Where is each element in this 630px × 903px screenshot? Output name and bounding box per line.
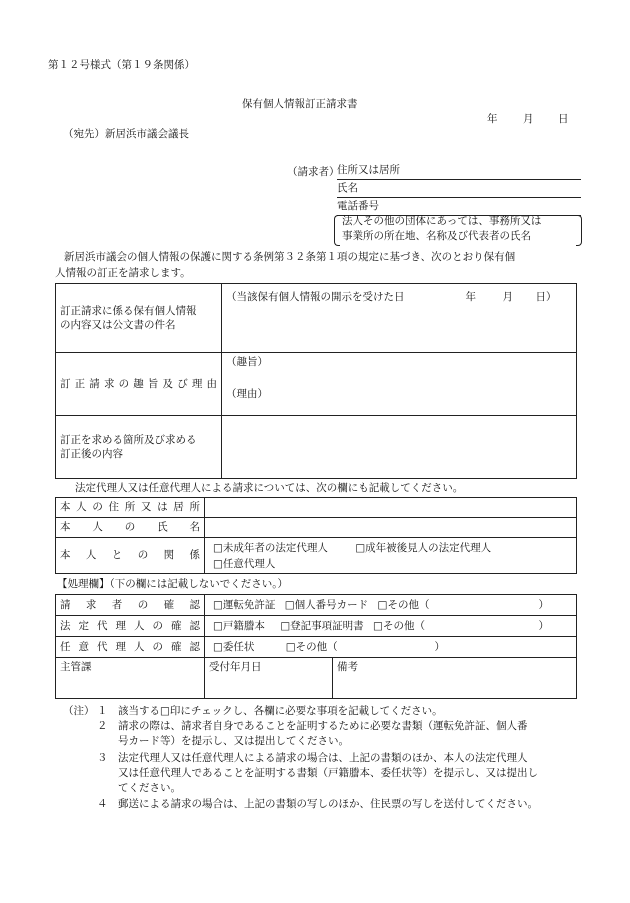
dept-cell [56,658,205,699]
principal-name-label [56,518,205,538]
legal-check-label [56,616,205,637]
addressee: （宛先）新居浜市議会議長 [63,128,189,140]
disclosure-date-label: （当該保有個人情報の開示を受けた日 [226,291,405,303]
note-1: 該当する□印にチェックし、各欄に必要な事項を記載してください。 [118,705,443,717]
requester-check-options [205,595,577,616]
legal-other-checkbox[interactable]: □その他（ [373,619,425,632]
relation-minor-checkbox[interactable]: □未成年者の法定代理人 [213,541,328,554]
remarks-cell [333,658,577,699]
purpose-reason-label-text: 訂正請求の趣旨及び理由 [60,377,217,390]
drivers-license-checkbox[interactable]: □運転免許証 [213,598,276,611]
date-day[interactable]: 日 [558,113,569,125]
reason-label: （理由） [226,388,268,401]
note-4: 郵送による請求の場合は、上記の書類の写しのほか、住民票の写しを送付してください。 [118,798,538,810]
disclosure-month: 月 [502,290,513,303]
received-cell [205,658,333,699]
note-1-num: １ [97,705,108,717]
requester-name-label: 氏名 [337,182,358,194]
intro-line1: 新居浜市議会の個人情報の保護に関する条例第３２条第１項の規定に基づき、次のとおり保有個 [64,251,516,263]
requester-other-checkbox[interactable]: □その他（ [377,598,430,611]
table-row [56,658,577,699]
table-row [56,637,577,658]
main-table [55,283,577,479]
agent-note: 法定代理人又は任意代理人による請求については、次の欄にも記載してください。 [75,482,464,494]
subject-label-line2: の内容又は公文書の件名 [60,319,176,331]
my-number-card-checkbox[interactable]: □個人番号カード [284,598,369,611]
voluntary-other-close: ） [434,640,445,653]
voluntary-check-label-text: 任意代理人の確認 [60,640,200,653]
table-row [56,353,577,416]
table-row [56,595,577,616]
table-row [56,416,577,479]
table-row [56,538,577,574]
principal-address-label-text: 本人の住所又は居所 [60,501,200,514]
registry-certificate-checkbox[interactable]: □登記事項証明書 [280,619,364,632]
received-label: 受付年月日 [209,661,262,673]
correction-label-line2: 訂正後の内容 [60,448,123,460]
legal-check-options [205,616,577,637]
date-month[interactable]: 月 [523,113,534,125]
corp-note-line2: 事業所の所在地、名称及び代表者の氏名 [342,230,531,242]
requester-address-field[interactable] [337,163,581,180]
requester-check-label [56,595,205,616]
principal-address-label [56,498,205,518]
notes-prefix: （注） [63,705,95,717]
page-title: 保有個人情報訂正請求書 [242,98,358,110]
subject-field[interactable] [222,284,577,353]
corp-note-bracket [334,214,582,246]
form-number: 第１２号様式（第１９条関係） [48,59,195,71]
table-row [56,518,577,538]
relation-voluntary-checkbox[interactable]: □任意代理人 [213,557,276,570]
power-of-attorney-checkbox[interactable]: □委任状 [213,640,255,653]
subject-label [56,284,222,353]
relation-ward-checkbox[interactable]: □成年被後見人の法定代理人 [355,541,492,554]
dept-label: 主管課 [60,661,92,673]
voluntary-check-options [205,637,577,658]
relation-label-text: 本人との関係 [60,549,200,562]
note-4-num: ４ [97,798,108,810]
table-row [56,284,577,353]
voluntary-check-label [56,637,205,658]
correction-field[interactable] [222,416,577,479]
table-row [56,616,577,637]
note-2-num: ２ [97,720,108,732]
note-2-line1: 請求の際は、請求者自身であることを証明するために必要な書類（運転免許証、個人番 [118,720,528,732]
relation-field [205,538,577,574]
agent-table [55,497,577,574]
note-3-line1: 法定代理人又は任意代理人による請求の場合は、上記の書類のほか、本人の法定代理人 [118,752,528,764]
note-2-line2: 号カード等）を提示し、又は提出してください。 [118,735,349,747]
disclosure-year: 年 [465,290,476,303]
remarks-label: 備考 [337,661,358,673]
principal-name-label-text: 本人の氏名 [60,521,200,534]
disclosure-day: 日） [535,290,557,303]
purpose-reason-field[interactable] [222,353,577,416]
relation-label [56,538,205,574]
requester-label: （請求者） [287,166,340,178]
voluntary-other-checkbox[interactable]: □その他（ [285,640,338,653]
requester-name-field[interactable] [337,181,581,198]
processing-table [55,594,577,699]
correction-label-line1: 訂正を求める箇所及び求める [60,433,197,446]
legal-check-label-text: 法定代理人の確認 [60,619,200,632]
note-3-num: ３ [97,752,108,764]
note-3-line2: 又は任意代理人であることを証明する書類（戸籍謄本、委任状等）を提示し、又は提出し [118,767,538,779]
family-register-checkbox[interactable]: □戸籍謄本 [213,619,265,632]
note-3-line3: てください。 [118,782,181,794]
intro-line2: 人情報の訂正を請求します。 [55,267,191,279]
table-row [56,498,577,518]
purpose-label: （趣旨） [226,356,268,368]
requester-check-label-text: 請求者の確認 [60,598,200,611]
processing-header: 【処理欄】（下の欄には記載しないでください。） [57,578,288,590]
purpose-reason-label [56,353,222,416]
requester-phone-label: 電話番号 [337,200,379,212]
corp-note-line1: 法人その他の団体にあっては、事務所又は [342,215,542,227]
correction-label [56,416,222,479]
principal-address-field[interactable] [205,498,577,518]
subject-label-line1: 訂正請求に係る保有個人情報 [60,304,197,317]
legal-other-close: ） [538,619,549,632]
principal-name-field[interactable] [205,518,577,538]
requester-address-label: 住所又は居所 [337,164,400,176]
date-year[interactable]: 年 [487,113,498,125]
requester-other-close: ） [538,598,549,611]
